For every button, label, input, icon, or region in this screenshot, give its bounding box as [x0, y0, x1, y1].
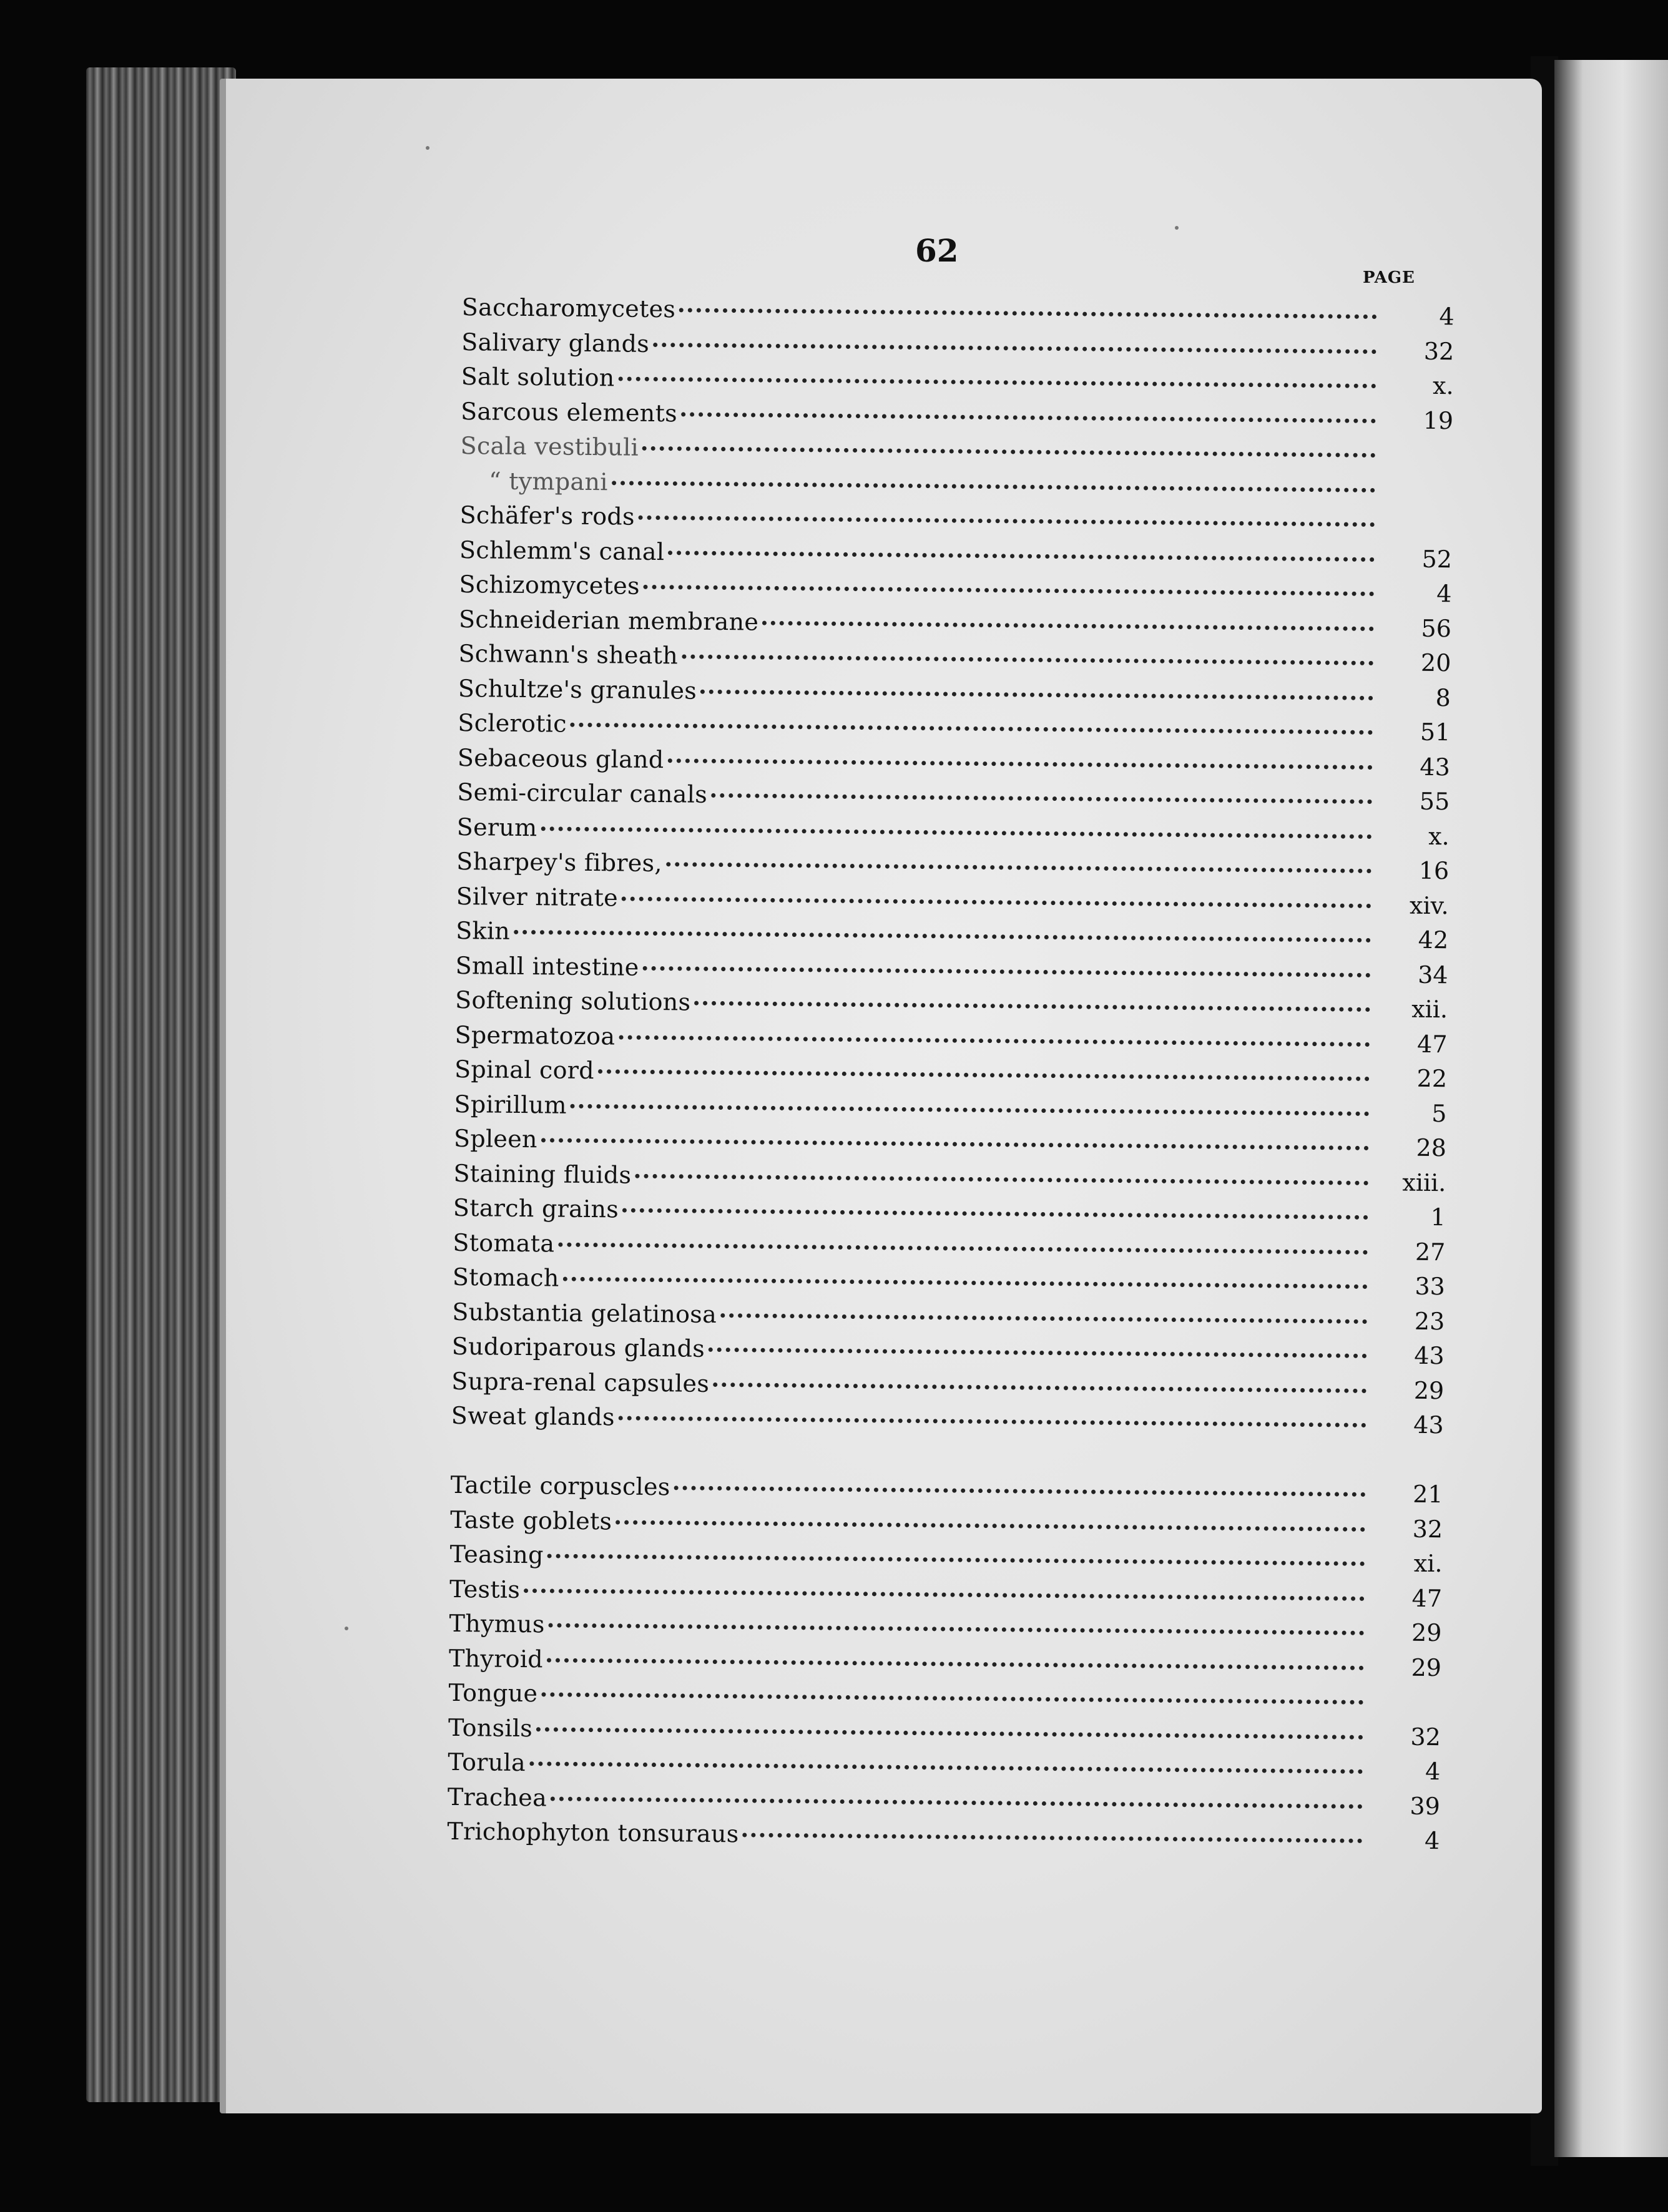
- dot-leader: [743, 1833, 1363, 1843]
- dot-leader: [563, 1277, 1368, 1289]
- index-page-ref: 33: [1415, 1272, 1446, 1301]
- index-term: Schwann's sheath: [458, 639, 679, 670]
- index-page-ref: 42: [1418, 926, 1449, 954]
- index-page-ref: 34: [1418, 961, 1448, 989]
- dot-leader: [598, 1069, 1370, 1081]
- dot-leader: [571, 723, 1373, 735]
- dot-leader: [547, 1658, 1364, 1670]
- dot-leader: [622, 896, 1371, 908]
- dot-leader: [667, 758, 1372, 770]
- index-term: Saccharomycetes: [461, 293, 676, 323]
- index-page-ref: 4: [1424, 1826, 1440, 1855]
- dot-leader: [622, 1208, 1368, 1220]
- book-edge: [86, 67, 236, 2102]
- index-term: Spermatozoa: [454, 1020, 616, 1050]
- index-page-ref: 22: [1416, 1064, 1448, 1093]
- index-page-ref: 4: [1436, 580, 1452, 608]
- index-page-ref: 28: [1416, 1133, 1447, 1162]
- dot-leader: [571, 1104, 1370, 1115]
- index-page-ref: [1384, 462, 1453, 463]
- index-term: Tonsils: [448, 1713, 533, 1742]
- index-term: Stomach: [452, 1263, 559, 1292]
- index-page-ref: 51: [1420, 718, 1451, 746]
- index-term: Tactile corpuscles: [450, 1471, 670, 1501]
- dot-leader: [514, 930, 1371, 942]
- dot-leader: [666, 862, 1371, 873]
- index-term: Thymus: [449, 1609, 545, 1638]
- index-page-ref: 56: [1421, 614, 1452, 642]
- index-page-ref: 4: [1425, 1757, 1441, 1786]
- index-page-ref: 43: [1420, 753, 1451, 781]
- index-page-ref: 52: [1421, 545, 1453, 573]
- index-term: Silver nitrate: [456, 882, 619, 911]
- index-term: Schultze's granules: [458, 674, 697, 705]
- index-term: Teasing: [449, 1540, 544, 1569]
- index-term: Sarcous elements: [460, 397, 678, 427]
- dot-leader: [635, 1173, 1368, 1185]
- dot-leader: [711, 793, 1372, 804]
- index-term: Sebaceous gland: [457, 743, 664, 773]
- index-term: Sweat glands: [451, 1401, 616, 1431]
- facing-page-edge: [1554, 60, 1668, 2157]
- index-page-ref: 55: [1419, 787, 1450, 816]
- dot-leader: [720, 1313, 1367, 1324]
- index-page-ref: 20: [1420, 648, 1451, 677]
- dot-leader: [700, 689, 1373, 700]
- index-page-ref: 19: [1423, 406, 1454, 434]
- index-page-ref: 4: [1439, 303, 1455, 331]
- index-term: Spirillum: [454, 1090, 567, 1119]
- dot-leader: [679, 308, 1377, 319]
- index-term: Schäfer's rods: [459, 501, 635, 531]
- index-page-ref: 29: [1413, 1376, 1445, 1404]
- index-page-ref: 39: [1410, 1792, 1441, 1820]
- dot-leader: [541, 1692, 1363, 1705]
- dot-leader: [709, 1348, 1367, 1358]
- dot-leader: [612, 481, 1375, 492]
- index-term: Starch grains: [453, 1193, 619, 1223]
- dot-leader: [674, 1485, 1366, 1497]
- dot-leader: [619, 376, 1376, 388]
- index-page-ref: x.: [1428, 822, 1450, 850]
- index-term: Scala vestibuli: [460, 431, 639, 461]
- index-term: Serum: [456, 813, 537, 841]
- dust-speck: [426, 146, 429, 150]
- index-term: Sharpey's fibres,: [456, 847, 662, 878]
- index-page-ref: 1: [1430, 1203, 1446, 1231]
- index-page-ref: xiii.: [1402, 1168, 1446, 1197]
- dot-leader: [642, 966, 1370, 977]
- index-page-ref: 47: [1416, 1030, 1448, 1058]
- index-term: Spleen: [453, 1124, 537, 1153]
- dot-leader: [529, 1761, 1363, 1774]
- index-term: Spinal cord: [454, 1055, 595, 1085]
- dot-leader: [619, 1416, 1366, 1427]
- index-term: Semi-circular canals: [457, 778, 708, 808]
- index-page-ref: [1384, 497, 1453, 498]
- dot-leader: [642, 446, 1376, 458]
- index-page-ref: xii.: [1411, 995, 1448, 1024]
- dot-leader: [713, 1382, 1366, 1392]
- page-number: 62: [915, 232, 959, 269]
- index-term: Taste goblets: [449, 1505, 612, 1535]
- index-term: Schlemm's canal: [459, 536, 665, 565]
- index-page-ref: 32: [1410, 1723, 1441, 1751]
- index-term: Sudoriparous glands: [451, 1332, 705, 1363]
- index-page-ref: xiv.: [1409, 891, 1449, 919]
- dot-leader: [558, 1242, 1368, 1254]
- index-term: Thyroid: [448, 1644, 544, 1673]
- index-page-ref: 29: [1411, 1618, 1442, 1647]
- index-page-ref: 16: [1418, 856, 1450, 885]
- index-term: Testis: [449, 1575, 521, 1603]
- index-page-ref: 43: [1414, 1341, 1445, 1370]
- index-term: Stomata: [453, 1228, 555, 1257]
- index-page-ref: x.: [1432, 371, 1454, 400]
- dot-leader: [524, 1588, 1365, 1601]
- dust-speck: [1175, 226, 1179, 230]
- dot-leader: [547, 1554, 1365, 1566]
- index-page-ref: 29: [1411, 1653, 1442, 1681]
- dot-leader: [694, 1001, 1370, 1012]
- dot-leader: [639, 516, 1375, 527]
- index-term: Trachea: [447, 1783, 547, 1811]
- index-term: Torula: [448, 1748, 526, 1777]
- index-page-ref: 21: [1413, 1480, 1443, 1509]
- index-term: Staining fluids: [453, 1159, 632, 1189]
- index-term: Substantia gelatinosa: [452, 1298, 717, 1328]
- page-column-header: PAGE: [1363, 268, 1415, 287]
- dot-leader: [653, 342, 1376, 353]
- index-term: Skin: [455, 916, 511, 945]
- index-term: “ tympani: [488, 466, 608, 496]
- index-page-ref: 23: [1414, 1307, 1445, 1335]
- index-list: [447, 293, 1455, 1862]
- dot-leader: [541, 826, 1371, 839]
- index-page-ref: 8: [1435, 683, 1451, 712]
- index-page-ref: 47: [1411, 1584, 1443, 1612]
- dot-leader: [681, 412, 1376, 423]
- dot-leader: [616, 1520, 1365, 1532]
- dot-leader: [668, 551, 1375, 562]
- index-term: Schizomycetes: [459, 570, 640, 600]
- dot-leader: [536, 1727, 1363, 1740]
- index-term: Trichophyton tonsuraus: [447, 1817, 739, 1848]
- index-term: Salivary glands: [461, 328, 650, 358]
- index-page-ref: xi.: [1413, 1549, 1443, 1578]
- index-page-ref: 43: [1413, 1411, 1444, 1439]
- index-page-ref: 5: [1431, 1099, 1447, 1127]
- index-page-ref: 27: [1415, 1238, 1446, 1266]
- index-term: Tongue: [448, 1678, 538, 1708]
- index-term: Schneiderian membrane: [458, 605, 759, 636]
- dust-speck: [345, 1627, 348, 1630]
- index-term: Softening solutions: [454, 986, 691, 1016]
- index-term: Supra-renal capsules: [451, 1367, 710, 1397]
- dot-leader: [551, 1796, 1363, 1808]
- index-term: Sclerotic: [458, 708, 567, 738]
- dot-leader: [619, 1035, 1370, 1047]
- index-page-ref: 32: [1412, 1515, 1443, 1543]
- index-term: Salt solution: [461, 362, 615, 392]
- dot-leader: [682, 654, 1373, 665]
- dot-leader: [549, 1623, 1365, 1635]
- dot-leader: [762, 620, 1374, 630]
- index-term: Small intestine: [455, 951, 639, 981]
- dot-leader: [541, 1138, 1369, 1150]
- index-page-ref: 32: [1423, 337, 1455, 365]
- dot-leader: [644, 585, 1375, 596]
